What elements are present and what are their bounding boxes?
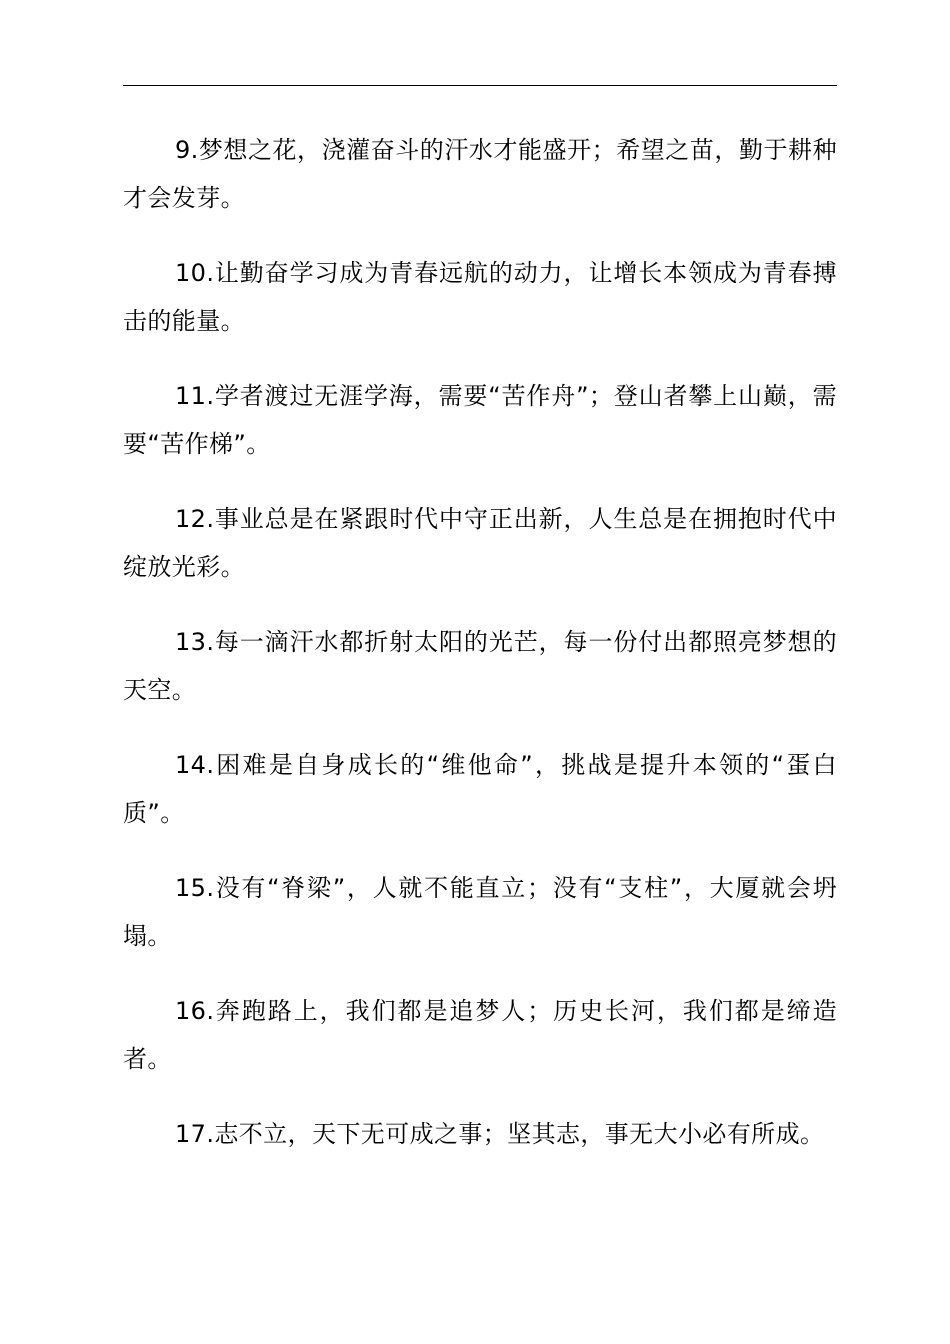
paragraph-17: 17.志不立，天下无可成之事；坚其志，事无大小必有所成。 xyxy=(175,1120,825,1148)
header-rule xyxy=(123,85,837,86)
paragraph-15: 15.没有“脊梁”，人就不能直立；没有“支柱”，大厦就会坍塌。 xyxy=(123,874,837,950)
paragraph-9: 9.梦想之花，浇灌奋斗的汗水才能盛开；希望之苗，勤于耕种才会发芽。 xyxy=(123,136,837,212)
document-body xyxy=(123,126,837,1185)
paragraph-16: 16.奔跑路上，我们都是追梦人；历史长河，我们都是缔造者。 xyxy=(123,997,837,1073)
paragraph-14: 14.困难是自身成长的“维他命”，挑战是提升本领的“蛋白质”。 xyxy=(123,751,837,827)
paragraph-13: 13.每一滴汗水都折射太阳的光芒，每一份付出都照亮梦想的天空。 xyxy=(123,628,837,704)
paragraph-10: 10.让勤奋学习成为青春远航的动力，让增长本领成为青春搏击的能量。 xyxy=(123,259,837,335)
paragraph-12: 12.事业总是在紧跟时代中守正出新，人生总是在拥抱时代中绽放光彩。 xyxy=(123,505,837,581)
paragraph-11: 11.学者渡过无涯学海，需要“苦作舟”；登山者攀上山巅，需要“苦作梯”。 xyxy=(123,382,837,458)
